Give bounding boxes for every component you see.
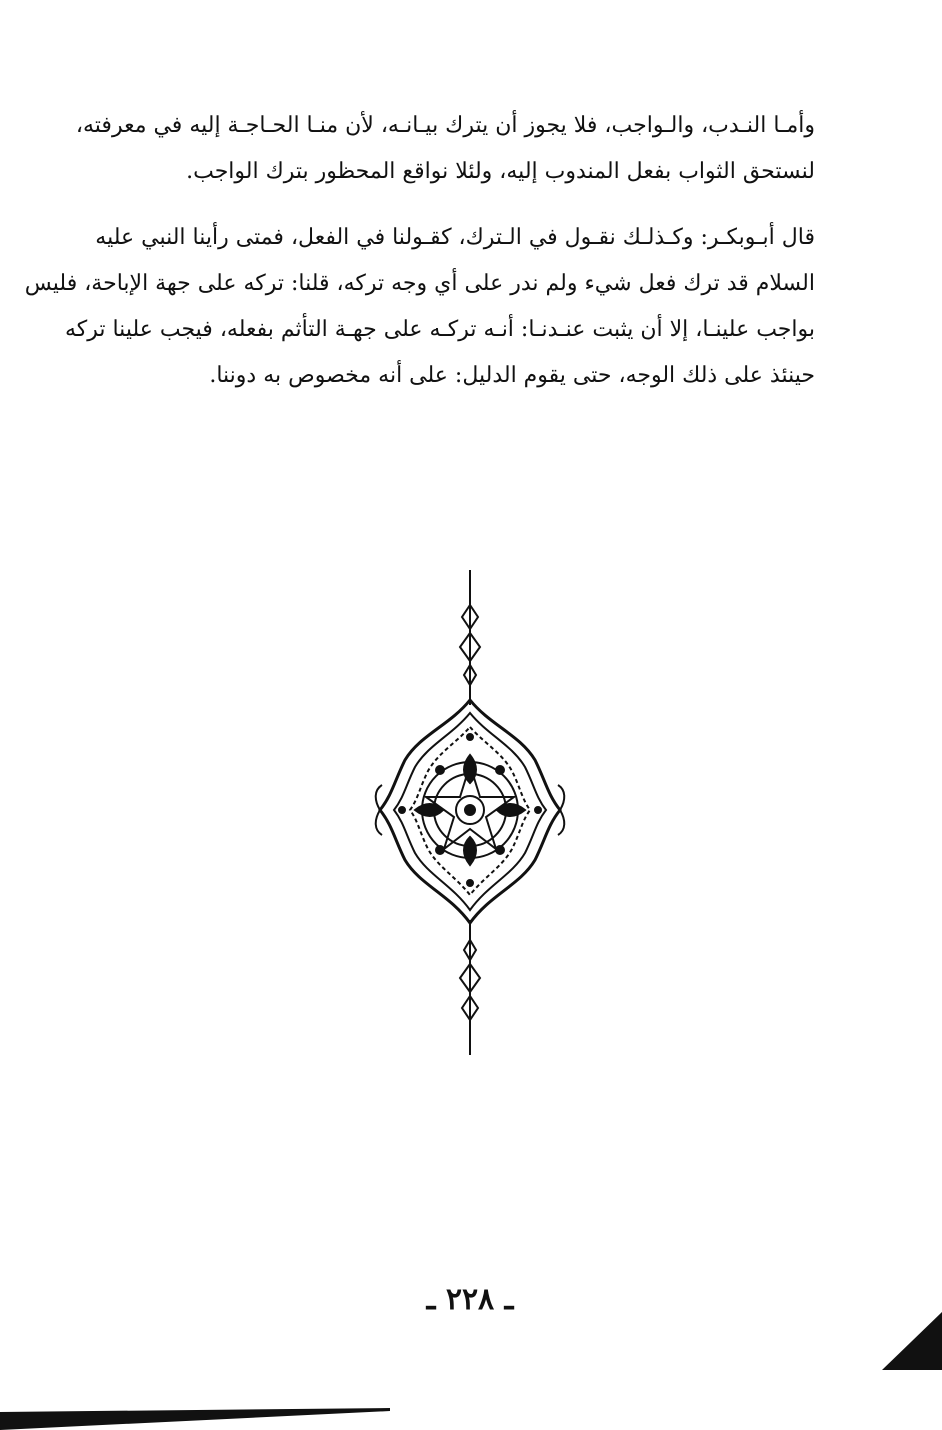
paragraph-1-line-2: لنستحق الثواب بفعل المندوب إليه، ولئلا نواقع المحظور بترك الواجب.: [186, 159, 815, 184]
paragraph-1: [75, 103, 815, 195]
page-number: ـ ٢٢٨ ـ: [426, 1282, 514, 1317]
paragraph-2: [24, 215, 815, 399]
arabesque-medallion-icon: [370, 565, 570, 1060]
paragraph-1-line-1: وأمـا النـدب، والـواجب، فلا يجوز أن يترك بيـانـه، لأن منـا الحـاجـة إليه في معرفته،: [75, 113, 815, 138]
paragraph-2-line-3: بواجب علينـا، إلا أن يثبت عنـدنـا: أنـه تركـه على جهـة التأثم بفعله، فيجب علينا تركه: [64, 317, 815, 342]
paragraph-2-line-4: حينئذ على ذلك الوجه، حتى يقوم الدليل: على أنه مخصوص به دوننا.: [209, 363, 815, 388]
paragraph-2-line-2: السلام قد ترك فعل شيء ولم ندر على أي وجه تركه، قلنا: تركه على جهة الإباحة، فليس: [24, 271, 815, 296]
paragraph-2-line-1: قال أبـوبكـر: وكـذلـك نقـول في الـترك، كقـولنا في الفعل، فمتى رأينا النبي عليه: [95, 225, 815, 250]
scan-edge-shadow: [882, 1312, 942, 1370]
scan-bottom-shadow: [0, 1408, 390, 1430]
